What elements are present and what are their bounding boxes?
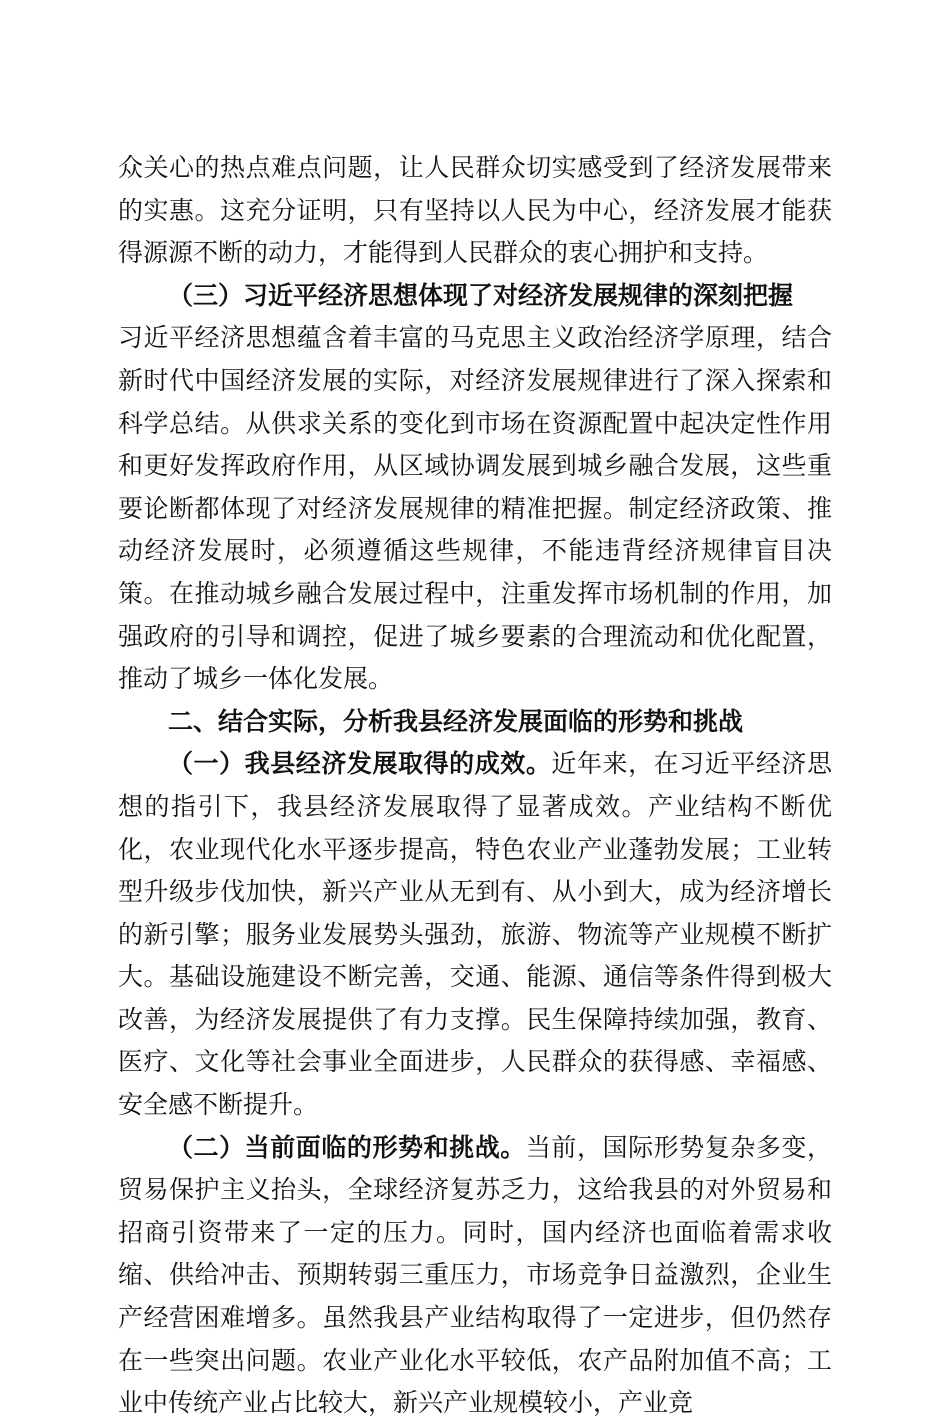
subheading-achievements: （一）我县经济发展取得的成效。	[168, 749, 552, 779]
challenges-body: 当前，国际形势复杂多变，贸易保护主义抬头，全球经济复苏乏力，这给我县的对外贸易和招商引资带来了一定的压力。同时，国内经济也面临着需求收缩、供给冲击、预期转弱三重压力，市场竞争日益激烈，企业生产经营困难增多。虽然我县产业结构取得了一定进步，但仍然存在一些突出问题。农业产业化水平较低，农产品附加值不高；工业中传统产业占比较大，新兴产业规模较小，产业竞	[118, 1132, 832, 1418]
part-heading-2: 二、结合实际，分析我县经济发展面临的形势和挑战	[168, 706, 744, 736]
achievements-body: 近年来，在习近平经济思想的指引下，我县经济发展取得了显著成效。产业结构不断优化，农业现代化水平逐步提高，特色农业产业蓬勃发展；工业转型升级步伐加快，新兴产业从无到有、从小到大，成为经济增长的新引擎；服务业发展势头强劲，旅游、物流等产业规模不断扩大。基础设施建设不断完善，交通、能源、通信等条件得到极大改善，为经济发展提供了有力支撑。民生保障持续加强，教育、医疗、文化等社会事业全面进步，人民群众的获得感、幸福感、安全感不断提升。	[118, 749, 832, 1120]
paragraph-achievements	[118, 743, 832, 1126]
subheading-challenges: （二）当前面临的形势和挑战。	[168, 1132, 526, 1162]
paragraph-continued: 众关心的热点难点问题，让人民群众切实感受到了经济发展带来的实惠。这充分证明，只有坚持以人民为中心，经济发展才能获得源源不断的动力，才能得到人民群众的衷心拥护和支持。	[118, 153, 832, 268]
document-body	[118, 147, 832, 1425]
section-heading-3: （三）习近平经济思想体现了对经济发展规律的深刻把握	[168, 280, 794, 310]
paragraph-economic-laws: 习近平经济思想蕴含着丰富的马克思主义政治经济学原理，结合新时代中国经济发展的实际，对经济发展规律进行了深入探索和科学总结。从供求关系的变化到市场在资源配置中起决定性作用和更好发挥政府作用，从区域协调发展到城乡融合发展，这些重要论断都体现了对经济发展规律的精准把握。制定经济政策、推动经济发展时，必须遵循这些规律，不能违背经济规律盲目决策。在推动城乡融合发展过程中，注重发挥市场机制的作用，加强政府的引导和调控，促进了城乡要素的合理流动和优化配置，推动了城乡一体化发展。	[118, 323, 832, 694]
paragraph-challenges	[118, 1127, 832, 1425]
